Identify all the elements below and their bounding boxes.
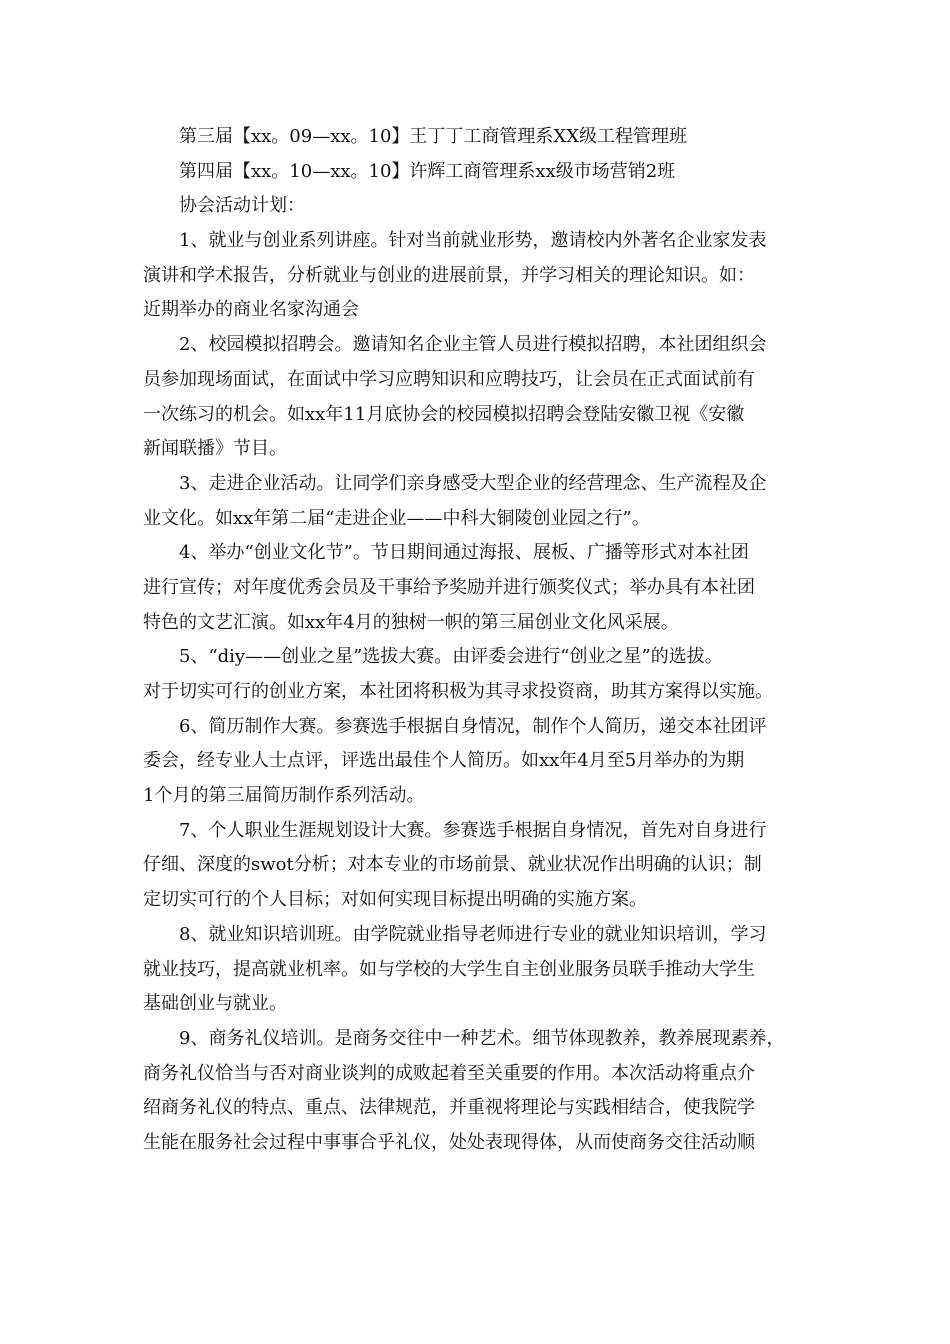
text-line: 基础创业与就业。 <box>143 993 287 1015</box>
text-line: 进行宣传；对年度优秀会员及干事给予奖励并进行颁奖仪式；举办具有本社团 <box>143 576 755 598</box>
section-heading: 协会活动计划： <box>179 195 305 217</box>
text-line: 商务礼仪恰当与否对商业谈判的成败起着至关重要的作用。本次活动将重点介 <box>143 1062 755 1084</box>
text-line: 4、举办“创业文化节”。节日期间通过海报、展板、广播等形式对本社团 <box>179 542 749 564</box>
text-line: 6、简历制作大赛。参赛选手根据自身情况，制作个人简历，递交本社团评 <box>179 715 767 737</box>
text-line: 2、校园模拟招聘会。邀请知名企业主管人员进行模拟招聘，本社团组织会 <box>179 334 767 356</box>
text-line: 员参加现场面试，在面试中学习应聘知识和应聘技巧，让会员在正式面试前有 <box>143 368 755 390</box>
text-line: 3、走进企业活动。让同学们亲身感受大型企业的经营理念、生产流程及企 <box>179 472 767 494</box>
text-line: 第三届【xx。09—xx。10】王丁丁工商管理系XX级工程管理班 <box>179 126 688 147</box>
text-line: 一次练习的机会。如xx年11月底协会的校园模拟招聘会登陆安徽卫视《安徽 <box>143 403 745 425</box>
text-line: 特色的文艺汇演。如xx年4月的独树一帜的第三届创业文化风采展。 <box>143 611 679 633</box>
text-line: 演讲和学术报告，分析就业与创业的进展前景，并学习相关的理论知识。如： <box>143 264 755 286</box>
text-line: 1个月的第三届简历制作系列活动。 <box>143 785 425 807</box>
text-line: 近期举办的商业名家沟通会 <box>143 299 359 321</box>
text-line: 绍商务礼仪的特点、重点、法律规范，并重视将理论与实践相结合，使我院学 <box>143 1097 755 1119</box>
text-line: 7、个人职业生涯规划设计大赛。参赛选手根据自身情况，首先对自身进行 <box>179 819 767 841</box>
text-line: 委会，经专业人士点评，评选出最佳个人简历。如xx年4月至5月举办的为期 <box>143 750 745 772</box>
text-line: 业文化。如xx年第二届“走进企业——中科大铜陵创业园之行”。 <box>143 507 650 529</box>
text-line: 就业技巧，提高就业机率。如与学校的大学生自主创业服务员联手推动大学生 <box>143 958 755 980</box>
text-line: 对于切实可行的创业方案，本社团将积极为其寻求投资商，助其方案得以实施。 <box>143 681 773 702</box>
text-line: 生能在服务社会过程中事事合乎礼仪，处处表现得体，从而使商务交往活动顺 <box>143 1131 755 1153</box>
text-line: 8、就业知识培训班。由学院就业指导老师进行专业的就业知识培训，学习 <box>179 923 767 945</box>
text-line: 仔细、深度的swot分析；对本专业的市场前景、就业状况作出明确的认识；制 <box>143 854 762 876</box>
text-line: 5、“diy——创业之星”选拔大赛。由评委会进行“创业之星”的选拔。 <box>179 646 723 668</box>
text-line: 新闻联播》节目。 <box>143 438 287 460</box>
text-line: 9、商务礼仪培训。是商务交往中一种艺术。细节体现教养，教养展现素养， <box>179 1027 785 1049</box>
document-body <box>143 120 823 1161</box>
text-line: 1、就业与创业系列讲座。针对当前就业形势，邀请校内外著名企业家发表 <box>179 230 767 252</box>
text-line: 第四届【xx。10—xx。10】许辉工商管理系xx级市场营销2班 <box>179 160 676 182</box>
text-line: 定切实可行的个人目标；对如何实现目标提出明确的实施方案。 <box>143 889 647 911</box>
